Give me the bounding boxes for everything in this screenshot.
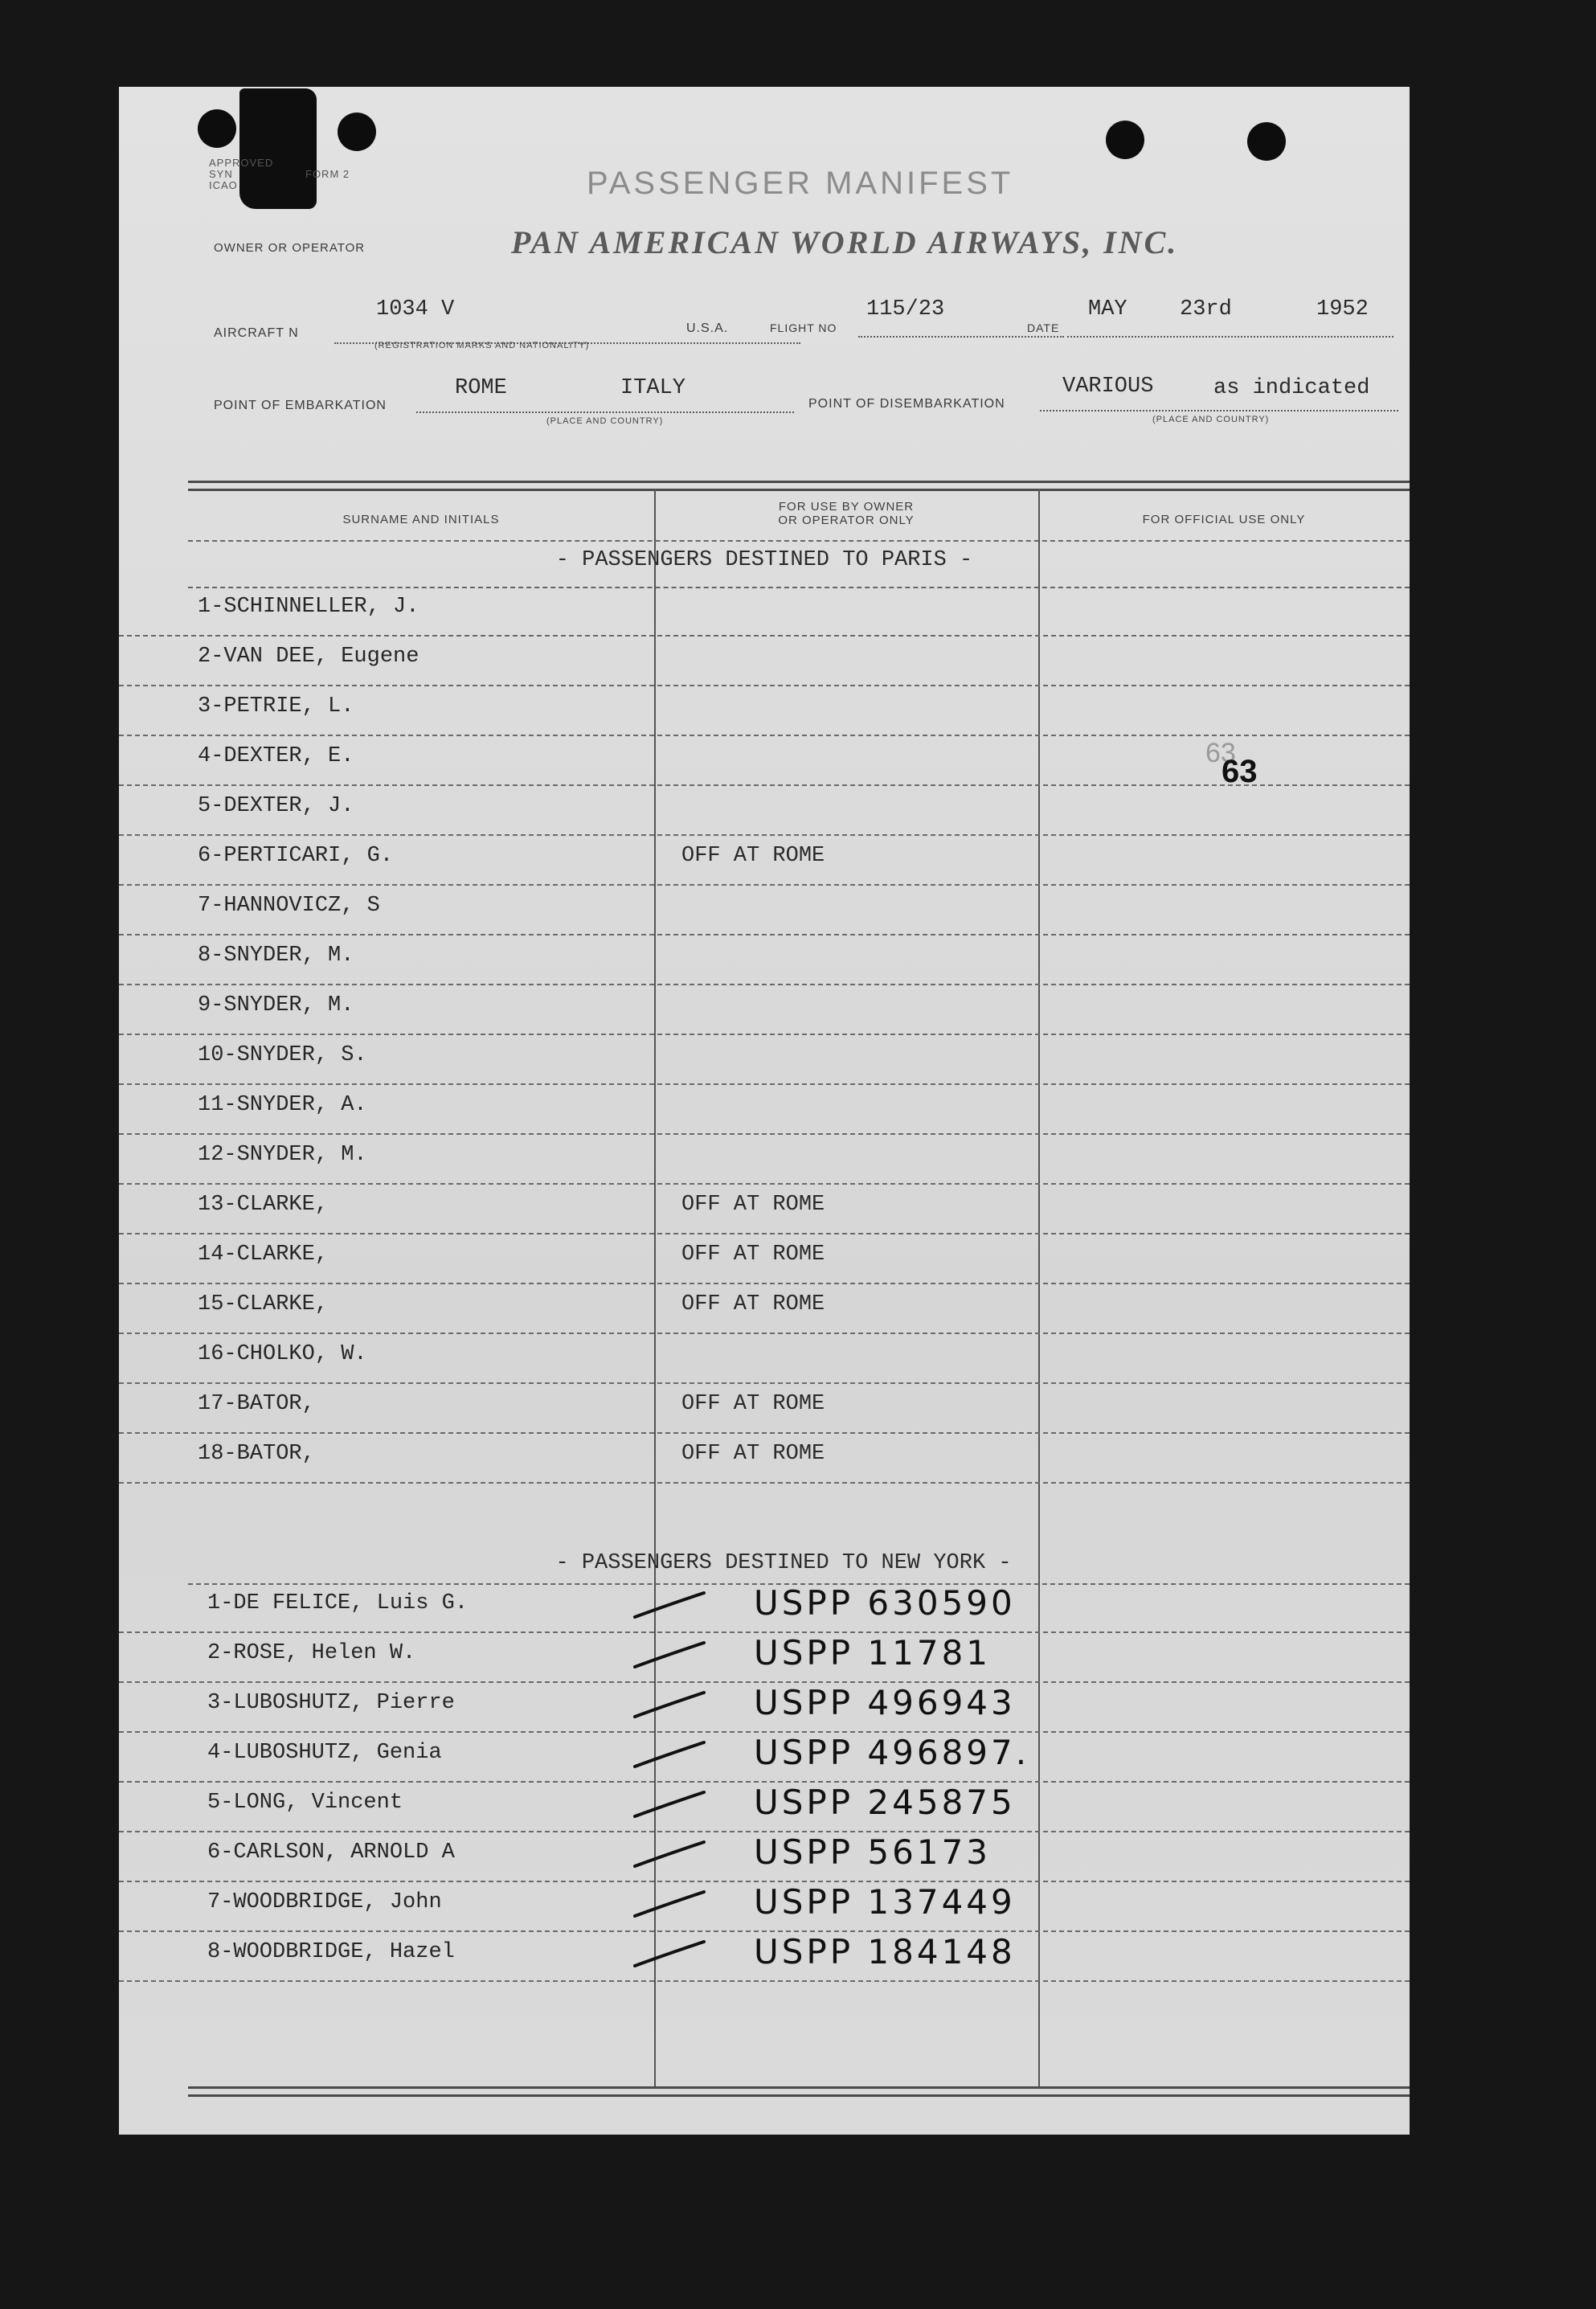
passenger-name: 4-LUBOSHUTZ, Genia (207, 1741, 442, 1765)
passenger-row (119, 1434, 1410, 1484)
passenger-name: 6-PERTICARI, G. (198, 844, 394, 868)
table-top-rule (188, 489, 1410, 491)
row-rule (119, 1482, 1410, 1484)
disembarkation-note: as indicated (1213, 376, 1370, 400)
embarkation-country: ITALY (620, 376, 686, 400)
passenger-name: 5-DEXTER, J. (198, 794, 354, 818)
header-rule (188, 540, 1410, 542)
passenger-row (119, 1932, 1410, 1982)
check-mark (633, 1688, 706, 1720)
passenger-row (119, 935, 1410, 985)
embarkation-city: ROME (455, 376, 507, 400)
new-york-section-heading: - PASSENGERS DESTINED TO NEW YORK - (555, 1551, 1012, 1575)
check-mark (633, 1887, 706, 1919)
check-mark (633, 1738, 706, 1770)
disembarkation-underline (1040, 410, 1398, 411)
date-label: DATE (1027, 321, 1060, 334)
passenger-name: 2-ROSE, Helen W. (207, 1641, 416, 1665)
usa-label: U.S.A. (686, 321, 729, 335)
passenger-row (119, 1733, 1410, 1783)
passenger-name: 10-SNYDER, S. (198, 1043, 367, 1067)
passenger-name: 18-BATOR, (198, 1442, 315, 1466)
passenger-row (119, 1832, 1410, 1882)
aircraft-sublabel: (REGISTRATION MARKS AND NATIONALITY) (374, 341, 590, 350)
disembarkation-sublabel: (PLACE AND COUNTRY) (1152, 415, 1270, 424)
manifest-sheet (119, 87, 1410, 2135)
column-header-surname: SURNAME AND INITIALS (342, 513, 500, 526)
corner-stamp: APPROVED SYN ICAO FORM 2 (209, 157, 350, 191)
passenger-name: 4-DEXTER, E. (198, 744, 354, 768)
passenger-name: 2-VAN DEE, Eugene (198, 645, 419, 669)
punch-hole (1106, 121, 1144, 159)
faint-number-stamp: 63 (1205, 738, 1236, 768)
passenger-name: 9-SNYDER, M. (198, 993, 354, 1017)
passenger-name: 5-LONG, Vincent (207, 1791, 403, 1815)
passenger-row (119, 786, 1410, 836)
passport-number: USPP 56173 (754, 1832, 992, 1872)
aircraft-label: AIRCRAFT N (214, 326, 299, 340)
check-mark (633, 1837, 706, 1869)
passenger-name: 7-HANNOVICZ, S (198, 894, 380, 918)
table-top-rule (188, 481, 1410, 483)
check-mark (633, 1937, 706, 1969)
operator-note: OFF AT ROME (681, 844, 825, 868)
passenger-name: 8-WOODBRIDGE, Hazel (207, 1940, 455, 1964)
passenger-row (119, 1384, 1410, 1434)
check-mark (633, 1638, 706, 1670)
passenger-name: 1-SCHINNELLER, J. (198, 595, 419, 619)
passenger-row (119, 886, 1410, 935)
operator-note: OFF AT ROME (681, 1243, 825, 1267)
passenger-row (119, 1583, 1410, 1633)
column-header-official: FOR OFFICIAL USE ONLY (1142, 513, 1306, 526)
passenger-row (119, 1284, 1410, 1334)
passport-number: USPP 137449 (754, 1882, 1016, 1922)
passport-number: USPP 11781 (754, 1633, 992, 1672)
number-stamp: 63 (1222, 754, 1258, 789)
passenger-row (119, 1135, 1410, 1185)
passenger-row (119, 985, 1410, 1035)
operator-note: OFF AT ROME (681, 1292, 825, 1316)
passenger-row (119, 1683, 1410, 1733)
passenger-name: 3-PETRIE, L. (198, 694, 354, 718)
punch-hole (198, 109, 236, 148)
passport-number: USPP 184148 (754, 1932, 1016, 1971)
passenger-row (119, 1633, 1410, 1683)
flight-label: FLIGHT NO (770, 321, 837, 334)
passenger-name: 15-CLARKE, (198, 1292, 329, 1316)
passenger-row (119, 587, 1410, 637)
punch-hole (1247, 122, 1286, 161)
embarkation-label: POINT OF EMBARKATION (214, 399, 387, 412)
table-bottom-rule (188, 2094, 1410, 2097)
passenger-row (119, 637, 1410, 686)
passport-number: USPP 496897. (754, 1733, 1030, 1772)
flight-value: 115/23 (866, 297, 945, 321)
owner-label: OWNER OR OPERATOR (214, 241, 366, 255)
punch-hole (338, 113, 376, 151)
operator-note: OFF AT ROME (681, 1442, 825, 1466)
passport-number: USPP 245875 (754, 1783, 1016, 1822)
disembarkation-label: POINT OF DISEMBARKATION (808, 397, 1005, 411)
paris-section-heading: - PASSENGERS DESTINED TO PARIS - (555, 548, 973, 572)
passenger-name: 8-SNYDER, M. (198, 944, 354, 968)
operator-note: OFF AT ROME (681, 1392, 825, 1416)
passenger-row (119, 1085, 1410, 1135)
passenger-name: 12-SNYDER, M. (198, 1143, 367, 1167)
check-mark (633, 1588, 706, 1620)
passenger-name: 16-CHOLKO, W. (198, 1342, 367, 1366)
date-day: 23rd (1180, 297, 1232, 321)
passenger-row (119, 1185, 1410, 1234)
passenger-row (119, 1234, 1410, 1284)
company-name: PAN AMERICAN WORLD AIRWAYS, INC. (511, 224, 1179, 260)
passenger-name: 11-SNYDER, A. (198, 1093, 367, 1117)
passenger-row (119, 1334, 1410, 1384)
column-header-owner: FOR USE BY OWNER OR OPERATOR ONLY (778, 500, 915, 527)
form-title: PASSENGER MANIFEST (587, 166, 1014, 201)
passenger-row (119, 1035, 1410, 1085)
disembarkation-value: VARIOUS (1062, 375, 1154, 399)
embarkation-sublabel: (PLACE AND COUNTRY) (546, 416, 664, 426)
passenger-row (119, 686, 1410, 736)
passenger-row (119, 1783, 1410, 1832)
row-rule (119, 1980, 1410, 1982)
passenger-name: 13-CLARKE, (198, 1193, 329, 1217)
flight-underline (858, 336, 1064, 338)
passport-number: USPP 630590 (754, 1583, 1016, 1623)
passport-number: USPP 496943 (754, 1683, 1016, 1722)
passenger-row (119, 1882, 1410, 1932)
check-mark (633, 1787, 706, 1820)
passenger-name: 7-WOODBRIDGE, John (207, 1890, 442, 1914)
passenger-name: 14-CLARKE, (198, 1243, 329, 1267)
date-underline (1067, 336, 1393, 338)
date-month: MAY (1088, 297, 1127, 321)
aircraft-value: 1034 V (376, 297, 455, 321)
passenger-name: 1-DE FELICE, Luis G. (207, 1591, 469, 1615)
table-bottom-rule (188, 2086, 1410, 2089)
date-year: 1952 (1316, 297, 1369, 321)
passenger-row (119, 736, 1410, 786)
embarkation-underline (416, 411, 794, 413)
passenger-name: 6-CARLSON, ARNOLD A (207, 1840, 455, 1865)
passenger-row (119, 836, 1410, 886)
operator-note: OFF AT ROME (681, 1193, 825, 1217)
passenger-name: 3-LUBOSHUTZ, Pierre (207, 1691, 455, 1715)
passenger-name: 17-BATOR, (198, 1392, 315, 1416)
